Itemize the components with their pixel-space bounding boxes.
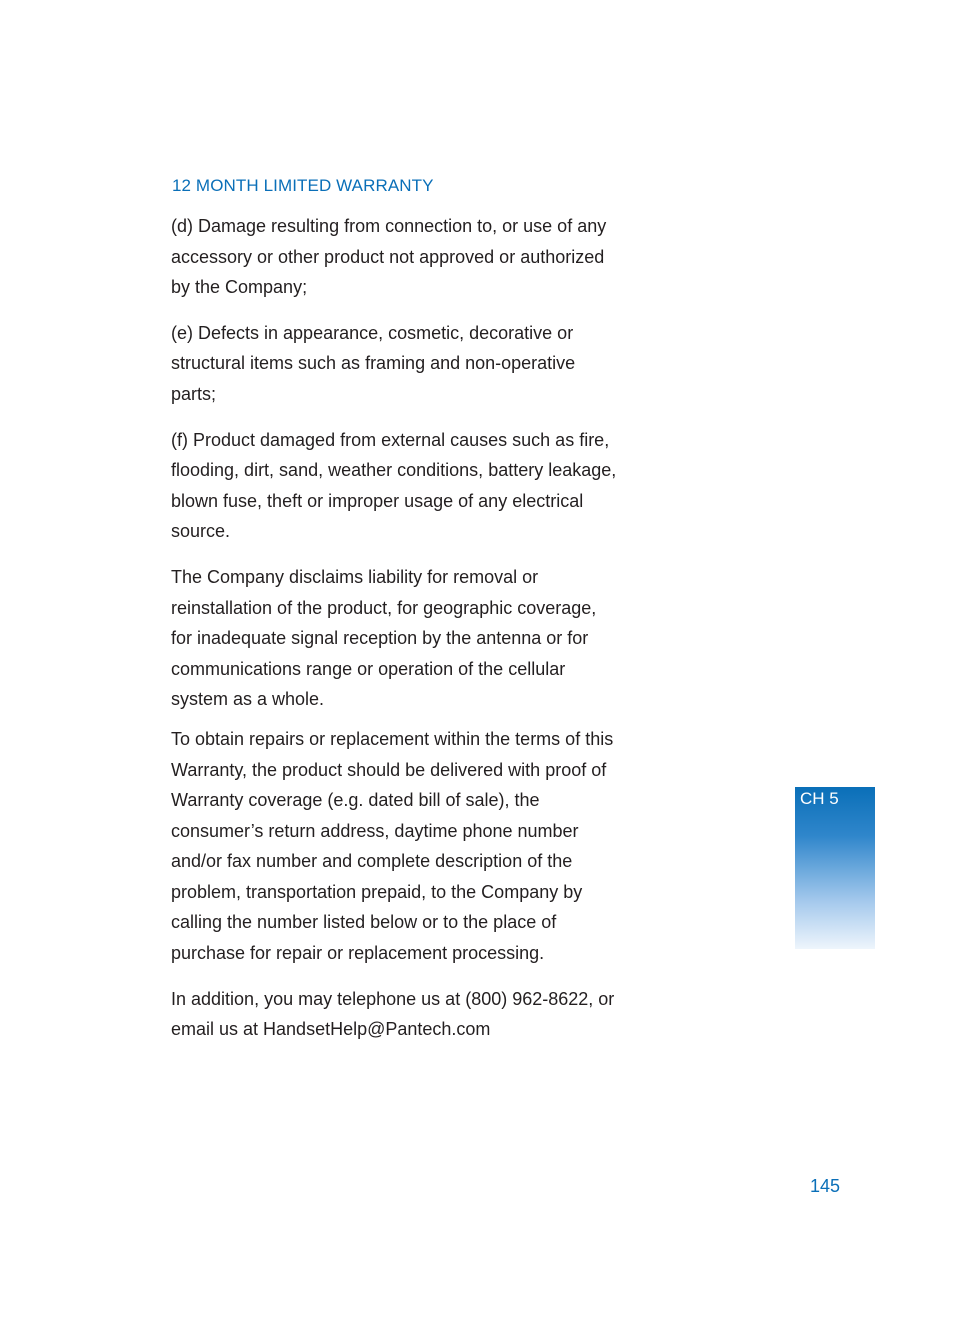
- section-title: 12 MONTH LIMITED WARRANTY: [172, 176, 434, 195]
- paragraph-f: (f) Product damaged from external causes such as fire, flooding, dirt, sand, weather conditions, battery leakage, blown fuse, theft or improper usage of any electrical source.: [171, 429, 617, 542]
- paragraph-d: (d) Damage resulting from connection to, or use of any accessory or other product not approved or authorized by the Company;: [171, 216, 607, 298]
- chapter-tab-label: CH 5: [800, 789, 839, 808]
- paragraph-disclaimer: The Company disclaims liability for removal or reinstallation of the product, for geographic coverage, for inadequate signal reception by the antenna or for communications range or operation of the cellular system as a whole.: [171, 566, 597, 710]
- chapter-tab: [795, 787, 875, 949]
- paragraph-repairs: To obtain repairs or replacement within the terms of this Warranty, the product should be delivered with proof of Warranty coverage (e.g. dated bill of sale), the consumer’s return address, daytime phone number and/or fax number and complete description of the problem, transportation prepaid, to the Company by calling the number listed below or to the place of purchase for repair or replacement processing.: [171, 728, 614, 964]
- paragraph-e: (e) Defects in appearance, cosmetic, decorative or structural items such as framing and non-operative parts;: [171, 322, 576, 404]
- warranty-body: [171, 211, 621, 1045]
- paragraph-contact: In addition, you may telephone us at (800) 962-8622, or email us at HandsetHelp@Pantech.com: [171, 988, 615, 1040]
- page-number: 145: [810, 1176, 841, 1196]
